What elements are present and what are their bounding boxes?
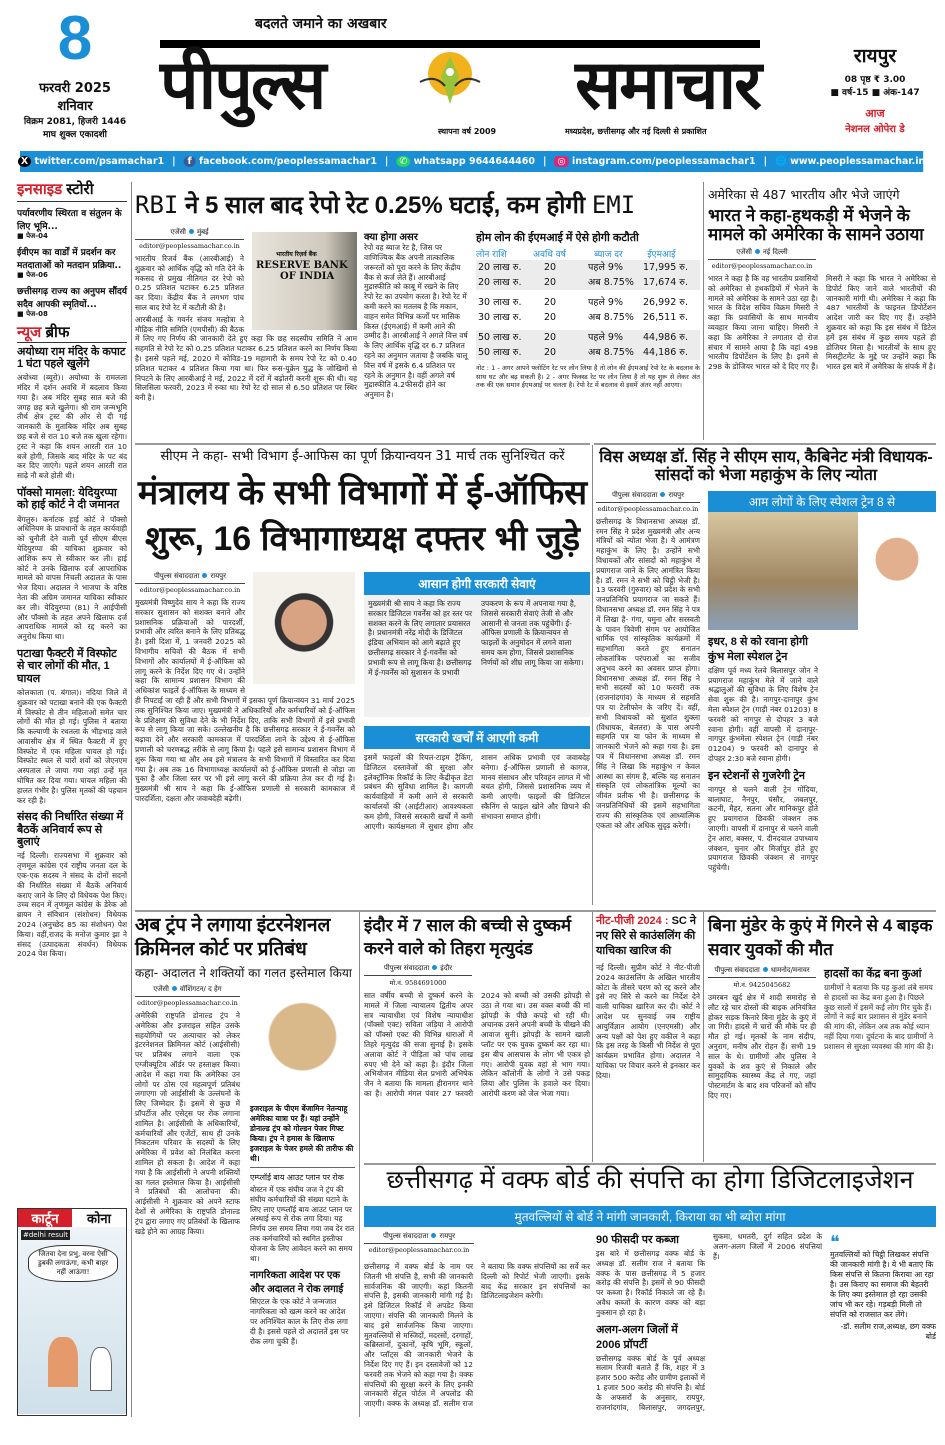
indore-body: सात वर्षीय बच्ची से दुष्कर्म करने के मामले में जिला न्यायालय द्वितीय अपर सत्र न्यायाधीश एवं विशेष न्यायाधीश (पॉक्सो एक्ट) सविता जड़िया ने आरोपी को पॉक्सो एक्ट की विभिन्न धाराओं में तिहरे मृत्युदंड की सजा सुनाई है। इसके अलावा कोर्ट ने पीड़िता को पांच लाख रुपए भी देने को कहा है। इंदौर जिला अभियोजन मीडिया सेल प्रभारी अभिषेक जैन ने बताया कि मामला हीरानगर थाने का है। आरोपी मंगल पंवार 27 फरवरी 2024 को बच्ची को उसकी झोपड़ी से उठा ले गया था। उस वक्त बच्ची की मां झोपड़ी के पीछे कपड़े धो रही थी। अचानक उसने अपनी बच्ची के चीखने की आवाज सुनी। झोपड़ी के सामने खाली प्लॉट पर एक युवक दुष्कर्म कर रहा था। इस बीच आसपास के लोग भी एकत्र हो गए। आरोपी युवक वहां से भाग गया। लेकिन कॉलोनी के लोगों ने उसे पकड़ लिया और पुलिस के हवाले कर दिया। आरोपी करण को जेल भेजा गया। xyxy=(364,991,590,1098)
wakf-body: छत्तीसगढ़ में वक्फ बोर्ड के नाम पर जितनी भी संपत्ति है, सभी की जानकारी सार्वजनिक की जाएगी। कहां कितनी संपत्ति है, इसकी जानकारी मांगी गई है। इसे डिजिटल रिकॉर्ड में अपडेट किया जाएगा। संपत्ति की जानकारी मिलने के बाद इसे सार्वजनिक किया जाएगा। मुतवल्लियों से मस्जिदों, मदरसों, दरगाहों, कब्रिस्तानों, दुकानों, कृषि भूमि, स्कूलों, और प्लॉट्स की जानकारी भेजने के निर्देश दिए गए हैं। इन दस्तावेजों को 12 फरवरी तक भेजने को कहा गया है। वक्फ संपत्तियों की सुरक्षा करने के लिए इनकी जानकारी सेंट्रल पोर्टल में अपलोड की जाएगी। वक्फ के अध्यक्ष डॉ. सलीम राज ने बताया कि वक्फ संपत्तियों का सर्वे कर दिल्ली को रिपोर्ट भेजी जाएगी। इसके बाद केंद्र सरकार इन संपत्तियों का डिजिटलाइजेशन करेगी। xyxy=(364,1262,590,1409)
pen-nib-icon xyxy=(415,44,485,114)
date-day: 8 xyxy=(57,4,93,73)
kumbh-body-left: छत्तीसगढ़ के विधानसभा अध्यक्ष डॉ. रमन सिंह ने प्रदेश मुख्यमंत्री और अन्य मंत्रियों को न्योता भेजा है। ये आमंत्रण महाकुंभ के लिए है। उन्होंने सभी विधायकों और सांसदों को महाकुंभ में प्रयागराज जाने के लिए आमंत्रित किया है। डॉ. रमन ने सभी को चिट्ठी भेजी है। 13 फरवरी (गुरुवार) को प्रदेश के सभी जनप्रतिनिधि प्रयागराज जा सकते हैं। विधानसभा अध्यक्ष डॉ. रमन सिंह ने पत्र में लिखा है- गंगा, यमुना और सरस्वती के पावन त्रिवेणी संगम पर आयोजित धार्मिक एवं सांस्कृतिक कार्यक्रमों में सहभागिता करते हुए सनातन लोकतांत्रिक परंपराओं का सजीव अनुभव करने का अवसर प्राप्त होगा। विधानसभा अध्यक्ष डॉ. रमन सिंह ने सभी सदस्यों को 10 फरवरी तक (राजनांदगांव) के माध्यम से सहमति पत्र या टेलीफोन के जरिए दें। वहीं, सभी विधायकों को सुशांत शुक्ला (विधायक, बेलतरा) के पास अपनी सहमति पत्र या फोन के माध्यम से जानकारी भेजने को कहा गया है। इस पत्र में विधानसभा अध्यक्ष डॉ. रमन सिंह ने लिखा कि महाकुंभ न केवल आस्था का संगम है, बल्कि यह सनातन संस्कृति एवं लोकतांत्रिक मूल्यों का जीवंत प्रतीक भी है। छत्तीसगढ़ के जनप्रतिनिधियों की इसमें सहभागिता राज्य की सांस्कृतिक एवं आध्यात्मिक एकता को और अधिक सुदृढ़ करेगी। xyxy=(596,516,700,830)
brief-item: पटाखा फैक्टरी में विस्फोट से चार लोगों की मौत, 1 घायल कोलकाता (प. बंगाल)। नदिया जिले में शुक्रवार को पटाखा बनाने की एक फैक्टरी में विस्फोट से तीन महिलाओं समेत चार लोगों की मौत हो गई। पुलिस ने बताया कि कल्याणी के रथतला के भीड़भाड़ वाले आवासीय क्षेत्र में स्थित फैक्टरी में हुए विस्फोट में एक महिला घायल हो गई। विस्फोट स्थल से चारों शवों को जेएनएम अस्पताल ले जाया गया जहां उन्हें मृत घोषित कर दिया गया। घायल महिला की हालत गंभीर है। पुलिस मृतकों की पहचान कर रही है। xyxy=(17,647,127,805)
emi-cell: 17,674 रु. xyxy=(643,277,688,289)
trump-photo-caption: इजराइल के पीएम बेंजामिन नेतन्याहू अमेरिका यात्रा पर हैं। यहां उन्होंने डोनाल्ड ट्रंप को गोल्डन पेजर गिफ्ट किया। ट्रंप ने हमास के खिलाफ इजराइल के पेजर हमले की तारीफ की थी। xyxy=(250,1104,355,1168)
masthead-info xyxy=(820,42,930,135)
quote-icon: ❝ xyxy=(830,1232,840,1253)
cartoon-figure xyxy=(48,1337,78,1387)
emi-cell: अब 8.75% xyxy=(588,312,634,324)
tithi: माघ शुक्ल एकादशी xyxy=(43,130,107,140)
well-body: पीपुल्स संवाददाता धामनोद/मनावर मो.नं. 9425045682 उमरबन खुर्द क्षेत्र में शादी समारोह से लौट रहे चार दोस्तों की बाइक अनियंत्रित होकर सड़क किनारे बिना मुंडेर के कुएं में जा गिरी। हादसे में चारों की मौके पर ही मौत हो गई। मृतकों के नाम संदीप, अनुराग, मनीष और रोहन हैं। सभी 19 साल के थे। ग्रामीणों और पुलिस ने युवकों के शव कुएं से निकाले और सामुदायिक स्वास्थ्य केंद्र ले गए, जहां पोस्टमार्टम के बाद शव परिजनों को सौंप दिए गए। xyxy=(708,966,816,1100)
us-kicker: अमेरिका से 487 भारतीय और भेजे जाएंगे xyxy=(708,187,900,202)
whatsapp-icon: ✆ xyxy=(396,156,410,167)
emi-cell: 17,995 रु. xyxy=(643,262,688,274)
kumbh-headline: विस अध्यक्ष डॉ. सिंह ने सीएम साय, कैबिनेट मंत्री विधायक-सांसदों को भेजा महाकुंभ के लिए न्योता xyxy=(599,449,933,484)
emi-cell: 26,511 रु. xyxy=(643,312,688,324)
inside-item[interactable]: ईवीएम का वार्डों में प्रदर्शन कर मतदाताओं को मतदान प्रक्रिया.. ■ पेज-06 xyxy=(17,247,122,279)
emi-cell: 20 xyxy=(544,347,557,359)
us-headline: भारत ने कहा-हथकड़ी में भेजने के मामले को अमेरिका के सामने उठाया xyxy=(708,206,924,245)
brief-item: अयोध्या राम मंदिर के कपाट 1 घंटा पहले खुलेंगे अयोध्या (ब्यूरो)। अयोध्या के रामलला मंदिर में दर्शन अवधि में बदलाव किया गया है। अब मंदिर सुबह सात बजे की जगह छह बजे खुलेगा। श्री राम जन्मभूमि तीर्थ क्षेत्र ट्रस्ट की ओर से दी गई जानकारी के मुताबिक मंदिर अब सुबह छह बजे से रात 10 बजे तक खुला रहेगा। ट्रस्ट ने कहा कि शयन आरती रात 10 बजे होगी, जिसके बाद मंदिर के पट बंद कर दिए जाएंगे। पहले शयन आरती रात साढ़े नौ बजे होती थी। xyxy=(17,345,127,481)
divider xyxy=(359,912,360,1417)
raman-singh-photo xyxy=(858,512,936,630)
inside-item[interactable]: छत्तीसगढ़ राज्य का अनुपम सौंदर्य सदैव आपकी स्मृतियों... ■ पेज-08 xyxy=(17,286,128,318)
masthead-date xyxy=(20,4,130,140)
divider xyxy=(592,445,593,905)
social-whatsapp[interactable]: ✆ whatsapp 9644644460 xyxy=(396,156,535,167)
weekday: शनिवार xyxy=(57,99,93,114)
wakf-headline: छत्तीसगढ़ में वक्फ बोर्ड की संपत्ति का होगा डिजिटलाइजेशन xyxy=(386,1166,914,1194)
eoffice-kicker: सीएम ने कहा- सभी विभाग ई-आफिस का पूर्ण क्रियान्वयन 31 मार्च तक सुनिश्चित करें xyxy=(160,449,565,464)
eoffice-box-costs: सरकारी खर्चों में आएगी कमी इसमें फाइलों की रियल-टाइम ट्रैकिंग, डिजिटल दस्तावेजों की सुरक्षा और इलेक्ट्रॉनिक रिकॉर्ड के लिए केंद्रीकृत डेटा प्रबंधन की सुविधा शामिल है। कागजी कार्यवाहियों में कमी आने से सरकारी कार्यालयों की (आईटीआर) आवश्यकता कम होगी, जिससे सरकारी खर्चों में कमी आएगी। कार्यक्षमता में सुधार होगा और शासन अधिक प्रभावी एवं जवाबदेह बनेगा। ई-ऑफिस प्रणाली से कागज, मानव संसाधन और परिवहन लागत में भी बचत होगी, जिससे प्रशासनिक व्यय में कमी आएगी। फाइलों की डिजिटल स्कैनिंग से फाइल खोने और छिपाने की संभावना समाप्त होगी। xyxy=(364,726,590,907)
tagline: बदलते जमाने का अखबार xyxy=(255,16,387,32)
emi-row xyxy=(476,345,700,360)
emi-row xyxy=(476,295,700,310)
social-instagram[interactable]: ◎ instagram.com/peoplessamachar1 xyxy=(554,156,755,167)
us-story: अमेरिका से 487 भारतीय और भेजे जाएंगे भारत ने कहा-हथकड़ी में भेजने के मामले को अमेरिका के सामने उठाया एजेंसी नई दिल्ली editor@peoplessamachar.co.in भारत ने कहा है कि वह भारतीय प्रवासियों को अमेरिका से हथकड़ियों में भेजने के मामले को अमेरिका के सामने उठा रहा है। भारत के विदेश सचिव विक्रम मिसरी ने कहा कि प्रवासियों के साथ मानवीय व्यवहार किया जाना चाहिए। मिसरी ने कहा कि अमेरिका ने लगातार दो रोज संचार में सामने आया है कि वहां 498 भारतीय डिपोर्टेशन के लिए है। इनमें से 298 के डोजियर भारत को दे दिए गए हैं। मिसरी ने कहा कि भारत ने अमेरिका से डिपोर्ट किए जाने वाले भारतीयों की जानकारी मांगी थी। अमेरिका ने कहा कि 487 भारतीयों के फाइनल डिपोर्टेशन आदेश जारी कर दिए गए हैं। उन्होंने शुक्रवार को कहा कि इस संबंध में डिटेल हमें इस संबंध में कुछ समय पहले ही डोजियर मिला है। भारतीयों के साथ हुए मिसट्रीटमेंट के मुद्दे पर उन्होंने कहा कि भारत इस बारे में अमेरिका के संपर्क में है। xyxy=(708,187,936,372)
volume-issue: ■ वर्ष-15 ■ अंक-147 xyxy=(830,88,920,98)
eoffice-body: मुख्यमंत्री विष्णुदेव साय ने कहा कि राज्य सरकार सुशासन को सशक्त बनाने और प्रशासनिक प्रक्रियाओं को पारदर्शी, प्रभावी और त्वरित बनाने के लिए प्रतिबद्ध है। इसी दिशा में, 1 जनवरी 2025 को विभागीय सचिवों की बैठक में सभी विभागों और कार्यालयों में ई-ऑफिस को लागू करने के निर्देश दिए गए थे। उन्होंने कहा कि सामान्य प्रशासन विभाग की अधिकांश फाइलें ई-ऑफिस के माध्यम से ही निपटाई जा रही हैं और सभी विभागों में इसका पूर्ण क्रियान्वयन 31 मार्च 2025 तक सुनिश्चित किया जाए। मुख्यमंत्री ने अधिकारियों और कर्मचारियों को ई-ऑफिस के प्रशिक्षण की सुविधा देने के भी निर्देश दिए, ताकि सभी विभागों में इसे प्रभावी रूप से लागू किया जा सके। उल्लेखनीय है कि छत्तीसगढ़ सरकार ने ई-गवर्नेंस को बढ़ावा देने और सरकारी कामकाज में पारदर्शिता लाने के उद्देश्य से ई-ऑफिस प्रणाली को चरणबद्ध तरीके से लागू किया है। पहले इसे सामान्य प्रशासन विभाग में शुरू किया गया था और अब इसे मंत्रालय के सभी विभागों में विस्तारित कर दिया गया है। अब तक 16 विभागाध्यक्ष कार्यालयों को ई-ऑफिस प्रणाली से जोड़ा जा चुका है और जिला स्तर पर भी इसे लागू करने की प्रक्रिया तेज कर दी गई है। मुख्यमंत्री श्री साय ने कहा कि ई-ऑफिस प्रणाली से सरकारी कामकाज में पारदर्शिता, दक्षता और जवाबदेही बढ़ेगी। xyxy=(135,598,355,803)
well-sub: हादसों का केंद्र बना कुआं ग्रामीणों ने बताया कि यह कुआं लंबे समय से हादसों का केंद्र बना हुआ है। पिछले कुछ सालों में इसमें कई लोग गिर चुके हैं। लोगों ने कई बार प्रशासन से मुंडेर बनाने की मांग की, लेकिन अब तक कोई ध्यान नहीं दिया गया। दुर्घटना के बाद ग्रामीणों ने प्रशासन से सुरक्षा व्यवस्था की मांग की है। xyxy=(824,968,934,1051)
divider xyxy=(135,910,936,912)
eoffice-headline: मंत्रालय के सभी विभागों में ई-ऑफिस शुरू, 16 विभागाध्यक्ष दफ्तर भी जुड़े xyxy=(137,474,588,558)
well-story: बिना मुंडेर के कुएं में गिरने से 4 बाइक सवार युवकों की मौत पीपुल्स संवाददाता धामनोद/मनावर मो.नं. 9425045682 उमरबन खुर्द क्षेत्र में शादी समारोह से लौट रहे चार दोस्तों की बाइक अनियंत्रित होकर सड़क किनारे बिना मुंडेर के कुएं में जा गिरी। हादसे में चारों की मौके पर ही मौत हो गई। मृतकों के नाम संदीप, अनुराग, मनीष और रोहन हैं। सभी 19 साल के थे। ग्रामीणों और पुलिस ने युवकों के शव कुएं से निकाले और सामुदायिक स्वास्थ्य केंद्र ले गए, जहां पोस्टमार्टम के बाद शव परिजनों को सौंप दिए गए। हादसों का केंद्र बना कुआं ग्रामीणों ने बताया कि यह कुआं लंबे समय से हादसों का केंद्र बना हुआ है। पिछले कुछ सालों में इसमें कई लोग गिर चुके हैं। लोगों ने कई बार प्रशासन से मुंडेर बनाने की मांग की, लेकिन अब तक कोई ध्यान नहीं दिया गया। दुर्घटना के बाद ग्रामीणों ने प्रशासन से सुरक्षा व्यवस्था की मांग की है। xyxy=(708,914,936,1159)
trump-col2: एम्प्लॉई बाय आउट प्लान पर रोक बोस्टन में एक संघीय जज ने ट्रंप की संघीय कर्मचारियों की संख्या घटाने के लिए लाए एम्प्लॉई बाय आउट प्लान पर अस्थाई रूप से रोक लगा दिया। यह निर्णय उस समय लिया गया जब देर रात तक कर्मचारियों को स्थगित इस्तीफा योजना के लिए आवेदन करने का समय था। नागरिकता आदेश पर एक और अदालत ने रोक लगाई सिएटल के एक कोर्ट ने जन्मजात नागरिकता को खत्म करने का आदेश पर अनिश्चित काल के लिए रोक लगा दी है। इससे पहले दो अदालतें इस पर रोक लगा चुकी हैं। xyxy=(250,1173,355,1346)
city: रायपुर xyxy=(853,45,897,67)
rbi-body: आरबीआई के गवर्नर संजय मल्होत्रा ने मौद्रिक नीति समिति (एमपीसी) की बैठक में लिए गए निर्णय की जानकारी देते हुए कहा कि छह सदस्यीय समिति ने आम सहमति से रेपो रेट को 0.25 प्रतिशत घटाकर 6.25 प्रतिशत करने का निर्णय किया है। इससे पहले मई, 2020 में कोविड-19 महामारी के समय रेपो रेट को 0.40 प्रतिशत घटाकर 4 प्रतिशत किया गया था। फिर रूस-यूक्रेन युद्ध के जोखिमों से निपटने के लिए आरबीआई ने मई, 2022 में दरों में बढ़ोतरी करनी शुरू की थी। यह सिलसिला फरवरी, 2023 में रुका था। रेपो रेट दो साल से 6.50 प्रतिशत पर स्थिर बनी है। xyxy=(135,314,357,403)
rbi-headline: RBI ने 5 साल बाद रेपो रेट 0.25% घटाई, कम होगी EMI xyxy=(135,191,636,219)
emi-row xyxy=(476,330,700,345)
eoffice-story xyxy=(135,572,355,906)
volume: वर्ष-15 xyxy=(842,88,869,98)
cartoon-image xyxy=(18,1227,126,1414)
wakf-quote: ❝ मुतवल्लियों को चिट्ठी लिखकर संपत्ति की जानकारी मांगी है। ये भी बताएं कि किस संपत्ति से कितना किराया आ रहा है। उस किराए का समाज की बेहतरी के लिए क्या इस्तेमाल हो रहा उसकी जांच भी कर रहे। गड़बड़ी मिली तो संपत्ति को राजसात कर लेंगे। -डॉ. सलीम राज,अध्यक्ष, छग वक्फ बोर्ड xyxy=(830,1232,936,1341)
emi-cell: 26,992 रु. xyxy=(643,297,688,309)
left-column xyxy=(17,182,127,1202)
published: मध्यप्रदेश, छत्तीसगढ़ और नई दिल्ली से प्रकाशित xyxy=(565,127,707,136)
divider xyxy=(703,912,704,1162)
neet-story: नीट-पीजी 2024 : SC ने नए सिरे से काउंसलिंग की याचिका खारिज की नई दिल्ली। सुप्रीम कोर्ट ने नीट-पीजी 2024 काउंसलिंग के अखिल भारतीय कोटा के तीसरे चरण को रद्द करने और इसे नए सिरे से करने का निर्देश देने वाली याचिका खारिज कर दी। कोर्ट ने आदेश पर सुनवाई जब राष्ट्रीय आयुर्विज्ञान आयोग (एनएमसी) और अन्य पक्षों को पेश हुए वकील ने कहा कि इस तरह के किसी भी निर्देश से पूरा कार्यक्रम प्रभावित होगा। अदालत ने याचिका पर विचार करने से इनकार कर दिया। xyxy=(596,915,700,1080)
emi-row xyxy=(476,275,700,290)
trump-story: अब ट्रंप ने लगाया इंटरनेशनल क्रिमिनल कोर्ट पर प्रतिबंध कहा- अदालत ने शक्तियों का गलत इस्तेमाल किया एजेंसी वॉशिंगटन/ द हेग editor@peoplessamachar.co.in अमेरिकी राष्ट्रपति डोनाल्ड ट्रंप ने अमेरिका और इजराइल सहित उसके सहयोगियों पर अत्याचार को लेकर इंटरनेशनल क्रिमिनल कोर्ट (आईसीसी) पर प्रतिबंध लगाने वाला एक एग्जीक्यूटिव ऑर्डर पर हस्ताक्षर किया। आदेश में कहा गया कि अमेरिका उन लोगों पर ठोस एवं महत्वपूर्ण प्रतिबंध लगाएगा जो आईसीसी के उल्लंघनों के लिए जिम्मेदार हैं। इसमें से कुछ में प्रॉपर्टीज और एसेट्स पर रोक लगाना शामिल है। आईसीसी के अधिकारियों, कर्मचारियों और एजेंटों, साथ ही उनके निकटतम परिवार के सदस्यों के लिए अमेरिका में प्रवेश को निलंबित करना शामिल हो सकता है। आदेश में कहा गया है कि आईसीसी ने अपनी शक्तियों का गलत इस्तेमाल किया है। आईसीसी ने प्रतिबंधों की आलोचना की। आईसीसी ने शुक्रवार को अपने स्टाफ देशों से अमेरिका के राष्ट्रपति डोनाल्ड ट्रंप द्वारा लगाए गए प्रतिबंधों के खिलाफ खड़े होने का आग्रह किया। इजराइल के पीएम बेंजामिन नेतन्याहू अमेरिका यात्रा पर हैं। यहां उन्होंने डोनाल्ड ट्रंप को गोल्डन पेजर गिफ्ट किया। ट्रंप ने हमास के खिलाफ इजराइल के पेजर हमले की तारीफ की थी। एम्प्लॉई बाय आउट प्लान पर रोक बोस्टन में एक संघीय जज ने ट्रंप की संघीय कर्मचारियों की संख्या घटाने के लिए लाए एम्प्लॉई बाय आउट प्लान पर अस्थाई रूप से रोक लगा दिया। यह निर्णय उस समय लिया गया जब देर रात तक कर्मचारियों को स्थगित इस्तीफा योजना के लिए आवेदन करने का समय था। नागरिकता आदेश पर एक और अदालत ने रोक लगाई सिएटल के एक कोर्ट ने जन्मजात नागरिकता को खत्म करने का आदेश पर अनिश्चित काल के लिए रोक लगा दी है। इससे पहले दो अदालतें इस पर रोक लगा चुकी हैं। xyxy=(135,915,355,1346)
kumbh-banner: आम लोगों के लिए स्पेशल ट्रेन 8 से xyxy=(708,491,936,512)
divider xyxy=(592,912,593,1162)
founded: स्थापना वर्ष 2009 xyxy=(438,127,497,136)
calendar: विक्रम 2081, हिजरी 1446 xyxy=(23,117,127,127)
social-bar: X twitter.com/psamachar1 | f facebook.com/peoplessamachar1 | ✆ whatsapp 9644644460 | ◎ instagram.com/peoplessamachar1 | 🌐 www.peoplessamachar.in xyxy=(20,151,923,172)
emi-row xyxy=(476,260,700,275)
emi-cell: अब 8.75% xyxy=(588,347,634,359)
emi-cell: 44,986 रु. xyxy=(643,332,688,344)
today-label: आज xyxy=(865,107,885,120)
inside-story-title: इनसाइड स्टोरी xyxy=(17,182,127,202)
emi-cell: 20 xyxy=(544,262,557,274)
logo-left: पीपुल्स xyxy=(160,47,325,123)
cartoon-corner xyxy=(17,1208,127,1416)
emi-cell: 50 लाख रु. xyxy=(478,332,522,344)
divider xyxy=(131,182,132,1417)
kumbh-story: विस अध्यक्ष डॉ. सिंह ने सीएम साय, कैबिनेट मंत्री विधायक-सांसदों को भेजा महाकुंभ के लिए न्योता पीपुल्स संवाददाता रायपुर editor@peoplessamachar.co.in छत्तीसगढ़ के विधानसभा अध्यक्ष डॉ. रमन सिंह ने प्रदेश मुख्यमंत्री और अन्य मंत्रियों को न्योता भेजा है। ये आमंत्रण महाकुंभ के लिए है। उन्होंने सभी विधायकों और सांसदों को महाकुंभ में प्रयागराज जाने के लिए आमंत्रित किया है। डॉ. रमन ने सभी को चिट्ठी भेजी है। 13 फरवरी (गुरुवार) को प्रदेश के सभी जनप्रतिनिधि प्रयागराज जा सकते हैं। विधानसभा अध्यक्ष डॉ. रमन सिंह ने पत्र में लिखा है- गंगा, यमुना और सरस्वती के पावन त्रिवेणी संगम पर आयोजित धार्मिक एवं सांस्कृतिक कार्यक्रमों में सहभागिता करते हुए सनातन लोकतांत्रिक परंपराओं का सजीव अनुभव करने का अवसर प्राप्त होगा। विधानसभा अध्यक्ष डॉ. रमन सिंह ने सभी सदस्यों को 10 फरवरी तक (राजनांदगांव) के माध्यम से सहमति पत्र या टेलीफोन के जरिए दें। वहीं, सभी विधायकों को सुशांत शुक्ला (विधायक, बेलतरा) के पास अपनी सहमति पत्र या फोन के माध्यम से जानकारी भेजने को कहा गया है। इस पत्र में विधानसभा अध्यक्ष डॉ. रमन सिंह ने लिखा कि महाकुंभ न केवल आस्था का संगम है, बल्कि यह सनातन संस्कृति एवं लोकतांत्रिक मूल्यों का जीवंत प्रतीक भी है। छत्तीसगढ़ के जनप्रतिनिधियों की इसमें सहभागिता राज्य की सांस्कृतिक एवं आध्यात्मिक एकता को और अधिक सुदृढ़ करेगी। आम लोगों के लिए स्पेशल ट्रेन 8 से इधर, 8 से को रवाना होगी कुंभ मेला स्पेशल ट्रेन दक्षिण पूर्व मध्य रेलवे बिलासपुर जोन ने प्रयागराज महाकुंभ मेले में जाने वाले श्रद्धालुओं की सुविधा के लिए विशेष ट्रेन सेवा शुरू की है। नागपुर-दानापुर कुंभ मेला स्पेशल ट्रेन (गाड़ी नंबर 01203) 8 फरवरी को नागपुर से दोपहर 3 बजे रवाना होगी। वहीं वापसी में दानापुर-नागपुर कुंभमेला स्पेशल ट्रेन (गाड़ी नंबर 01204) 9 फरवरी को दानापुर से दोपहर 2:30 बजे रवाना होगी। इन स्टेशनों से गुजरेगी ट्रेन नागपुर से चलने वाली ट्रेन गोंदिया, बालाघाट, नैनपुर, घंसौर, जबलपुर, कटनी, मैहर, सतना और मानिकपुर होते हुए प्रयागराज छिवकी जंक्शन तक जाएगी। वापसी में दानापुर से चलने वाली ट्रेन आरा, बक्सर, पं. दीनदयाल उपाध्याय जंक्शन, चुनार और मिर्जापुर होते हुए प्रयागराज छिवकी जंक्शन से नागपुर पहुंचेगी। xyxy=(596,449,936,905)
social-twitter[interactable]: X twitter.com/psamachar1 xyxy=(18,156,164,167)
rbi-effect: क्या होगा असर रेपो वह ब्याज रेट है, जिस पर वाणिज्यिक बैंक अपनी तात्कालिक जरूरतों को पूरा करने के लिए केंद्रीय बैंक से कर्ज लेते हैं। आरबीआई मुद्रास्फीति को काबू में रखने के लिए रेपो रेट का उपयोग करता है। रेपो रेट में कमी करने का मतलब है कि मकान, वाहन समेत विभिन्न कर्जों पर मासिक किस्त (ईएमआई) में कमी आने की उम्मीद है। आरबीआई ने अगले वित्त वर्ष के लिए आर्थिक वृद्धि दर 6.7 प्रतिशत रहने का अनुमान जताया है जबकि चालू वित्त वर्ष में इसके 6.4 प्रतिशत पर रहने के अनुमान है। वहीं अगले वर्ष मुद्रास्फीति 4.2फीसदी होने का अनुमान है। xyxy=(364,232,468,400)
emi-cell: अब 8.75% xyxy=(588,277,634,289)
emi-cell: 30 लाख रु. xyxy=(478,297,522,309)
cm-photo xyxy=(253,572,355,684)
emi-cell: 44,186 रु. xyxy=(643,347,688,359)
cartoon-speech: जितवा देना प्रभु, वरना ऐसी डुबकी लगाऊंगा, कभी बाहर नहीं आऊंगा! xyxy=(28,1245,118,1282)
kumbh-col2: इधर, 8 से को रवाना होगी कुंभ मेला स्पेशल ट्रेन दक्षिण पूर्व मध्य रेलवे बिलासपुर जोन ने प्रयागराज महाकुंभ मेले में जाने वाले श्रद्धालुओं की सुविधा के लिए विशेष ट्रेन सेवा शुरू की है। नागपुर-दानापुर कुंभ मेला स्पेशल ट्रेन (गाड़ी नंबर 01203) 8 फरवरी को नागपुर से दोपहर 3 बजे रवाना होगी। वहीं वापसी में दानापुर-नागपुर कुंभमेला स्पेशल ट्रेन (गाड़ी नंबर 01204) 9 फरवरी को दानापुर से दोपहर 2:30 बजे रवाना होगी। इन स्टेशनों से गुजरेगी ट्रेन नागपुर से चलने वाली ट्रेन गोंदिया, बालाघाट, नैनपुर, घंसौर, जबलपुर, कटनी, मैहर, सतना और मानिकपुर होते हुए प्रयागराज छिवकी जंक्शन तक जाएगी। वापसी में दानापुर से चलने वाली ट्रेन आरा, बक्सर, पं. दीनदयाल उपाध्याय जंक्शन, चुनार और मिर्जापुर होते हुए प्रयागराज छिवकी जंक्शन से नागपुर पहुंचेगी। xyxy=(708,635,818,873)
indore-story: इंदौर में 7 साल की बच्ची से दुष्कर्म करने वाले को तिहरा मृत्युदंड पीपुल्स संवाददाता इंदौर मो.नं. 9584691000 सात वर्षीय बच्ची से दुष्कर्म करने के मामले में जिला न्यायालय द्वितीय अपर सत्र न्यायाधीश एवं विशेष न्यायाधीश (पॉक्सो एक्ट) सविता जड़िया ने आरोपी को पॉक्सो एक्ट की विभिन्न धाराओं में तिहरे मृत्युदंड की सजा सुनाई है। इसके अलावा कोर्ट ने पीड़िता को पांच लाख रुपए भी देने को कहा है। इंदौर जिला अभियोजन मीडिया सेल प्रभारी अभिषेक जैन ने बताया कि मामला हीरानगर थाने का है। आरोपी मंगल पंवार 27 फरवरी 2024 को बच्ची को उसकी झोपड़ी से उठा ले गया था। उस वक्त बच्ची की मां झोपड़ी के पीछे कपड़े धो रही थी। अचानक उसने अपनी बच्ची के चीखने की आवाज सुनी। झोपड़ी के सामने खाली प्लॉट पर एक युवक दुष्कर्म कर रहा था। इस बीच आसपास के लोग भी एकत्र हो गए। आरोपी युवक वहां से भाग गया। लेकिन कॉलोनी के लोगों ने उसे पकड़ लिया और पुलिस के हवाले कर दिया। आरोपी करण को जेल भेजा गया। xyxy=(364,916,590,1098)
emi-table: होम लोन की ईएमआई में ऐसे होगी कटौती लोन राशि अवधि वर्ष ब्याज दर ईएमआई 20 लाख रु. 20 पहले 9% 17,995 रु. 20 लाख रु. 20 अब 8.75% 17,674 रु. 30 लाख रु. 20 पहले 9% 26,992 रु. 30 लाख रु. 20 अब 8.75% 26,511 रु. 50 लाख रु. 20 पहले 9% 44,986 रु. 50 लाख रु. 20 अब 8.75% 44,186 रु. नोट : 1 - अगर आपने फ्लोटिंग रेट पर लोन लिया है तो लोन की ईएमआई रेपो रेट के बदलाव के साथ घट और बढ़ सकती है। 2 - अगर फिक्स्ड रेट पर लोन लिया है तो यह शुरू से लेकर अंत तक की एक समान ईएमआई पर चलता है। रेपो रेट में बदलाव से इसमें अंतर नहीं आएगा। xyxy=(476,232,700,390)
emi-cell: 20 xyxy=(544,277,557,289)
emi-cell: 20 xyxy=(544,332,557,344)
rbi-photo: भारतीय रिज़र्व बैंक RESERVE BANK OF INDIA xyxy=(252,232,357,330)
emi-cell: पहले 9% xyxy=(588,297,623,309)
social-website[interactable]: 🌐 www.peoplessamachar.in xyxy=(775,156,926,167)
brief-item: संसद की निर्धारित संख्या में बैठकें अनिवार्य रूप से बुलाएं नई दिल्ली। राज्यसभा में शुक्रवार को तृणमूल कांग्रेस एवं राष्ट्रीय जनता दल के एक-एक सदस्य ने संसद के दोनों सदनों की निर्धारित संख्या में बैठकें अनिवार्य कराए जाने के लिए दो विधेयक पेश किए। उच्च सदन में तृणमूल कांग्रेस के डेरेक ओ ब्रायन ने संविधान (संशोधन) विधेयक 2024 (अनुच्छेद 85 का संशोधन) पेश किया। वहीं,राजद के मनोज कुमार झा ने संसद (उत्पादकता संवर्धन) विधेयक 2024 पेश किया। xyxy=(17,811,127,959)
cartoon-title: कार्टून xyxy=(18,1209,72,1227)
cartoon-title-b: कोना xyxy=(87,1212,111,1227)
rbi-body-lead: भारतीय रिजर्व बैंक (आरबीआई) ने शुक्रवार को आर्थिक वृद्धि को गति देने के मकसद से प्रमुख नीतिगत दर रेपो को 0.25 प्रतिशत घटाकर 6.25 प्रतिशत कर दिया। केंद्रीय बैंक ने लगभग पांच साल बाद रेपो रेट में कटौती की है। xyxy=(135,254,244,312)
emi-cell: 20 लाख रु. xyxy=(478,277,522,289)
emi-cell: 20 xyxy=(544,297,557,309)
logo-right: समाचार xyxy=(575,47,760,123)
divider xyxy=(703,182,704,440)
emi-cell: 30 लाख रु. xyxy=(478,312,522,324)
logo xyxy=(160,40,760,123)
date-month: फरवरी 2025 xyxy=(39,81,111,96)
brief-item: पॉक्सो मामला: येदियुरप्पा को हाई कोर्ट ने दी जमानत बेंगलुरु। कर्नाटक हाई कोर्ट ने पॉक्सो अधिनियम के प्रावधानों के तहत कार्यवाही को चुनौती देने वाली पूर्व सीएम बीएस येदियुरप्पा की याचिका शुक्रवार को आंशिक रूप से स्वीकार कर ली। हाई कोर्ट ने उनके खिलाफ दर्ज आपराधिक मामले को वापस निचली अदालत के पास भेज दिया। अदालत ने भाजपा के वरिष्ठ नेता की अग्रिम जमानत याचिका स्वीकार कर ली। येदियुरप्पा (81) ने आईपीसी और पॉक्सो के तहत अपने खिलाफ दर्ज आपराधिक मामले को रद्द करने का अनुरोध किया था। xyxy=(17,486,127,642)
eoffice-box-services: आसान होगी सरकारी सेवाएं मुख्यमंत्री श्री साय ने कहा कि राज्य सरकार डिजिटल गवर्नेंस को हर स्तर पर सशक्त करने के लिए लगातार प्रयासरत है। प्रधानमंत्री नरेंद्र मोदी के डिजिटल इंडिया अभियान को आगे बढ़ाते हुए छत्तीसगढ़ सरकार ने ई-गवर्नेंस को प्रभावी रूप से लागू किया है। छत्तीसगढ़ में ई-गवर्नेंस को सुशासन के प्रभावी उपकरण के रूप में अपनाया गया है, जिससे सरकारी सेवाएं तेजी से और आसानी से जनता तक पहुंचेंगी। ई-ऑफिस प्रणाली के क्रियान्वयन से फाइलों के अनुमोदन में लगने वाला समय कम होगा, जिससे प्रशासनिक निर्णयों को शीघ्र लागू किया जा सकेगा। xyxy=(364,572,590,717)
cartoon-tag: #delhi result xyxy=(23,1231,68,1239)
emi-cell: 20 लाख रु. xyxy=(478,262,522,274)
golden-pager-photo xyxy=(250,985,355,1100)
emi-cell: पहले 9% xyxy=(588,262,623,274)
news-brief-title: न्यूज ब्रीफ xyxy=(17,325,127,343)
emi-cell: पहले 9% xyxy=(588,332,623,344)
trump-body: अमेरिकी राष्ट्रपति डोनाल्ड ट्रंप ने अमेरिका और इजराइल सहित उसके सहयोगियों पर अत्याचार को लेकर इंटरनेशनल क्रिमिनल कोर्ट (आईसीसी) पर प्रतिबंध लगाने वाला एक एग्जीक्यूटिव ऑर्डर पर हस्ताक्षर किया। आदेश में कहा गया कि अमेरिका उन लोगों पर ठोस एवं महत्वपूर्ण प्रतिबंध लगाएगा जो आईसीसी के उल्लंघनों के लिए जिम्मेदार हैं। इसमें से कुछ में प्रॉपर्टीज और एसेट्स पर रोक लगाना शामिल है। आईसीसी के अधिकारियों, कर्मचारियों और एजेंटों, साथ ही उनके निकटतम परिवार के सदस्यों के लिए अमेरिका में प्रवेश को निलंबित करना शामिल हो सकता है। आदेश में कहा गया है कि आईसीसी ने अपनी शक्तियों का गलत इस्तेमाल किया है। आईसीसी ने प्रतिबंधों की आलोचना की। आईसीसी ने शुक्रवार को अपने स्टाफ देशों से अमेरिका के राष्ट्रपति डोनाल्ड ट्रंप द्वारा लगाए गए प्रतिबंधों के खिलाफ खड़े होने का आग्रह किया। xyxy=(135,1011,240,1236)
issue: अंक-147 xyxy=(883,88,920,98)
kumbh-photo xyxy=(708,512,858,630)
wakf-col3: 90 फीसदी पर कब्जा इस बारे में छत्तीसगढ़ वक्फ बोर्ड के अध्यक्ष डॉ. सलीम राज ने बताया कि वक्फ के पास छत्तीसगढ़ में 5 हजार करोड़ की संपत्ति है। इसमें से 90 फीसदी पर कब्जा है। रिकॉर्ड निकाले जा रहे हैं। अवैध कब्जों के कारण वक्फ को बड़ा नुकसान हो रहा है। अलग-अलग जिलों में 2006 प्रॉपर्टी छत्तीसगढ़ वक्फ बोर्ड के पूर्व अध्यक्ष सलाम रिजवी बताते हैं कि, शहर में 3 हजार 500 करोड़ और ग्रामीण इलाकों में 1 हजार 500 करोड़ की संपत्ति है। बोर्ड के अफसरों के अनुसार, रायपुर, राजनांदगांव, बिलासपुर, जगदलपुर, सुकमा, धमतरी, दुर्ग सहित प्रदेश के अलग-अलग जिलों में 2006 संपत्तियां हैं। xyxy=(596,1232,822,1412)
wakf-byline: पीपुल्स संवाददाता रायपुर editor@peoplessamachar.co.in xyxy=(364,1232,474,1258)
pages-price: 08 पृष्ठ ₹ 3.00 xyxy=(844,75,906,85)
instagram-icon: ◎ xyxy=(554,156,568,167)
divider xyxy=(364,1163,936,1165)
cartoon-figure xyxy=(90,1347,112,1391)
emi-cell: 50 लाख रु. xyxy=(478,347,522,359)
facebook-icon: f xyxy=(184,156,196,167)
eoffice-byline: पीपुल्स संवाददाता रायपुर editor@peoplessamachar.co.in xyxy=(135,572,245,594)
emi-cell: 20 xyxy=(544,312,557,324)
today-event: नेशनल ओपेरा डे xyxy=(845,124,905,135)
rbi-story: भारतीय रिज़र्व बैंक RESERVE BANK OF INDIA एजेंसी मुंबई editor@peoplessamachar.co.in भारतीय रिजर्व बैंक (आरबीआई) ने शुक्रवार को आर्थिक वृद्धि को गति देने के मकसद से प्रमुख नीतिगत दर रेपो को 0.25 प्रतिशत घटाकर 6.25 प्रतिशत कर दिया। केंद्रीय बैंक ने लगभग पांच साल बाद रेपो रेट में कटौती की है। आरबीआई के गवर्नर संजय मल्होत्रा ने मौद्रिक नीति समिति (एमपीसी) की बैठक में लिए गए निर्णय की जानकारी देते हुए कहा कि छह सदस्यीय समिति ने आम सहमति से रेपो रेट को 0.25 प्रतिशत घटाकर 6.25 प्रतिशत करने का निर्णय किया है। इससे पहले मई, 2020 में कोविड-19 महामारी के समय रेपो रेट को 0.40 प्रतिशत घटाकर 4 प्रतिशत किया गया था। फिर रूस-यूक्रेन युद्ध के जोखिमों से निपटने के लिए आरबीआई ने मई, 2022 में दरों में बढ़ोतरी करनी शुरू की थी। यह सिलसिला फरवरी, 2023 में रुका था। रेपो रेट दो साल से 6.50 प्रतिशत पर स्थिर बनी है। xyxy=(135,228,357,403)
inside-item[interactable]: पर्यावरणीय स्थिरता व संतुलन के लिए भूमि... ■ पेज-04 xyxy=(17,208,122,240)
wakf-banner: मुतवल्लियों से बोर्ड ने मांगी जानकारी, किराया का भी ब्योरा मांगा xyxy=(364,1206,936,1227)
emi-row xyxy=(476,310,700,325)
divider xyxy=(594,443,936,445)
social-facebook[interactable]: f facebook.com/peoplessamachar1 xyxy=(184,156,377,167)
x-icon: X xyxy=(18,156,31,167)
globe-icon: 🌐 xyxy=(775,156,787,167)
divider xyxy=(135,443,590,445)
emi-table-grid: लोन राशि अवधि वर्ष ब्याज दर ईएमआई xyxy=(476,250,676,261)
